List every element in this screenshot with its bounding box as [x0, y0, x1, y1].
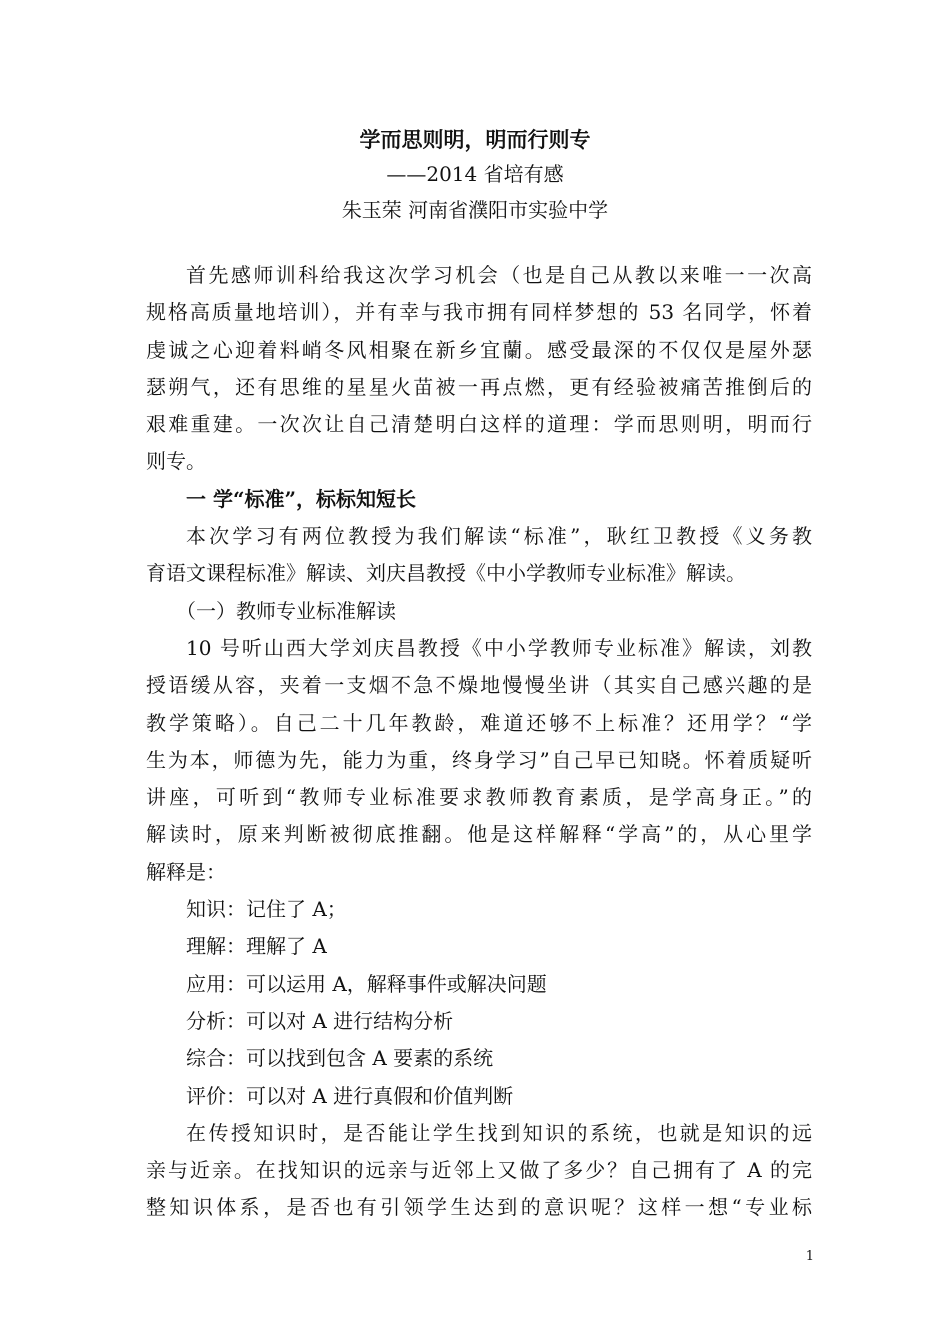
text-line: 在传授知识时，是否能让学生找到知识的系统，也就是知识的远 [186, 1120, 812, 1145]
list-item: 综合：可以找到包含 A 要素的系统 [186, 1046, 494, 1071]
text-line: 本次学习有两位教授为我们解读“标准”，耿红卫教授《义务教 [186, 524, 812, 549]
text-line: 解读时，原来判断被彻底推翻。他是这样解释“学高”的，从心里学 [146, 822, 812, 847]
text-line: 虔诚之心迎着料峭冬风相聚在新乡宜蘭。感受最深的不仅仅是屋外瑟 [146, 337, 812, 362]
text-line: 整知识体系，是否也有引领学生达到的意识呢？这样一想“专业标 [146, 1195, 812, 1220]
text-line: 教学策略）。自己二十几年教龄，难道还够不上标准？还用学？“学 [146, 710, 812, 735]
text-line: 生为本，师德为先，能力为重，终身学习”自己早已知晓。怀着质疑听 [146, 747, 812, 772]
list-item: 分析：可以对 A 进行结构分析 [186, 1008, 454, 1033]
closing-paragraph [146, 1115, 812, 1227]
intro-paragraph [146, 257, 812, 481]
text-line: 艰难重建。一次次让自己清楚明白这样的道理：学而思则明，明而行 [146, 412, 812, 437]
text-line: 瑟朔气，还有思维的星星火苗被一再点燃，更有经验被痛苦推倒后的 [146, 374, 812, 399]
section-heading: 一 学“标准”，标标知短长 [186, 486, 416, 511]
text-line: 首先感师训科给我这次学习机会（也是自己从教以来唯一一次高 [186, 263, 812, 287]
list-item: 应用：可以运用 A，解释事件或解决问题 [186, 971, 547, 996]
list-item: 理解：理解了 A [186, 934, 327, 959]
subsection-heading: （一）教师专业标准解读 [176, 598, 396, 623]
cognitive-levels-list [146, 891, 812, 1115]
list-item: 知识：记住了 A； [186, 897, 347, 922]
text-line: 则专。 [146, 449, 206, 474]
text-line: 解释是： [146, 859, 226, 884]
text-line: 10 号听山西大学刘庆昌教授《中小学教师专业标准》解读，刘教 [186, 635, 812, 660]
author-line: 朱玉荣 河南省濮阳市实验中学 [341, 198, 609, 222]
text-line: 亲与近亲。在找知识的远亲与近邻上又做了多少？自己拥有了 A 的完 [146, 1158, 812, 1183]
text-line: 授语缓从容，夹着一支烟不急不燥地慢慢坐讲（其实自己感兴趣的是 [146, 673, 812, 698]
page-subtitle: ——2014 省培有感 [386, 162, 564, 186]
text-line: 讲座，可听到“教师专业标准要求教师教育素质，是学高身正。”的 [146, 785, 812, 810]
page-number: 1 [805, 1249, 814, 1264]
text-line: 育语文课程标准》解读、刘庆昌教授《中小学教师专业标准》解读。 [146, 561, 746, 586]
page-title: 学而思则明，明而行则专 [359, 127, 591, 152]
subsection-paragraph [146, 630, 812, 891]
list-item: 评价：可以对 A 进行真假和价值判断 [186, 1083, 514, 1108]
text-line: 规格高质量地培训），并有幸与我市拥有同样梦想的 53 名同学，怀着 [146, 300, 812, 325]
section-intro-paragraph [146, 518, 812, 593]
document-body [146, 257, 812, 1227]
